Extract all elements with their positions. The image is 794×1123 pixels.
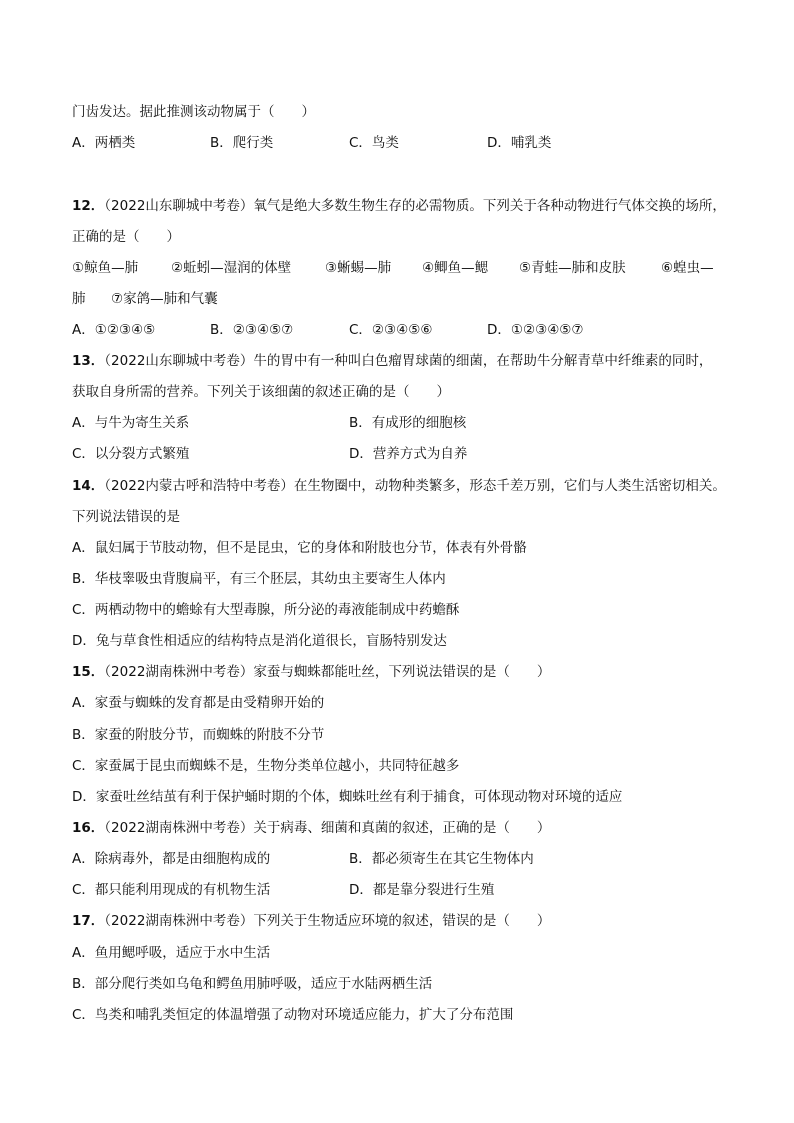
q11-continuation: 门齿发达。据此推测该动物属于（ ） bbox=[72, 104, 315, 120]
q14-option-b: B．华枝睾吸虫背腹扁平，有三个胚层，其幼虫主要寄生人体内 bbox=[72, 571, 446, 587]
q12-option-c: C．②③④⑤⑥ bbox=[349, 322, 433, 338]
q16-stem-text: （2022湖南株洲中考卷）关于病毒、细菌和真菌的叙述，正确的是（ ） bbox=[104, 820, 551, 836]
q12-item-3: ③蜥蜴—肺 bbox=[325, 260, 392, 276]
q16-stem bbox=[72, 818, 550, 838]
q15-number: 15． bbox=[72, 664, 105, 680]
q12-number: 12． bbox=[72, 198, 105, 214]
q13-option-a: A．与牛为寄生关系 bbox=[72, 415, 190, 431]
q12-item-7: ⑦家鸽—肺和气囊 bbox=[111, 291, 218, 307]
q12-item-5: ⑤青蛙—肺和皮肤 bbox=[519, 260, 626, 276]
q13-option-c: C．以分裂方式繁殖 bbox=[72, 446, 190, 462]
q14-option-a: A．鼠妇属于节肢动物，但不是昆虫，它的身体和附肢也分节，体表有外骨骼 bbox=[72, 540, 527, 556]
q11-option-d: D．哺乳类 bbox=[487, 135, 552, 151]
q17-option-c: C．鸟类和哺乳类恒定的体温增强了动物对环境适应能力，扩大了分布范围 bbox=[72, 1007, 514, 1023]
q12-option-b: B．②③④⑤⑦ bbox=[210, 322, 294, 338]
q17-option-a: A．鱼用鳃呼吸，适应于水中生活 bbox=[72, 945, 271, 961]
q12-stem-line2: 正确的是（ ） bbox=[72, 229, 180, 245]
q17-option-b: B．部分爬行类如乌龟和鳄鱼用肺呼吸，适应于水陆两栖生活 bbox=[72, 976, 433, 992]
q12-stem-text: （2022山东聊城中考卷）氧气是绝大多数生物生存的必需物质。下列关于各种动物进行气体交换的场所， bbox=[104, 198, 726, 214]
q12-item-6-cont: 肺 bbox=[72, 291, 86, 307]
q17-number: 17． bbox=[72, 913, 105, 929]
q16-option-b: B．都必须寄生在其它生物体内 bbox=[349, 851, 534, 867]
q14-option-c: C．两栖动物中的蟾蜍有大型毒腺，所分泌的毒液能制成中药蟾酥 bbox=[72, 602, 460, 618]
q12-item-6: ⑥蝗虫— bbox=[661, 260, 714, 276]
q12-stem-line1 bbox=[72, 196, 726, 216]
q12-item-4: ④鲫鱼—鳃 bbox=[422, 260, 489, 276]
q11-option-b: B．爬行类 bbox=[210, 135, 274, 151]
q14-stem-line2: 下列说法错误的是 bbox=[72, 509, 180, 525]
q16-number: 16． bbox=[72, 820, 105, 836]
q13-option-d: D．营养方式为自养 bbox=[349, 446, 468, 462]
q13-stem-line1 bbox=[72, 351, 712, 371]
q13-option-b: B．有成形的细胞核 bbox=[349, 415, 467, 431]
q15-stem bbox=[72, 662, 550, 682]
q17-stem-text: （2022湖南株洲中考卷）下列关于生物适应环境的叙述，错误的是（ ） bbox=[104, 913, 551, 929]
q15-option-a: A．家蚕与蜘蛛的发育都是由受精卵开始的 bbox=[72, 695, 325, 711]
q15-option-c: C．家蚕属于昆虫而蜘蛛不是，生物分类单位越小，共同特征越多 bbox=[72, 758, 460, 774]
q12-item-2: ②蚯蚓—湿润的体壁 bbox=[171, 260, 292, 276]
q14-number: 14． bbox=[72, 478, 105, 494]
q14-option-d: D．兔与草食性相适应的结构特点是消化道很长，盲肠特别发达 bbox=[72, 633, 447, 649]
q12-option-d: D．①②③④⑤⑦ bbox=[487, 322, 584, 338]
q16-option-a: A．除病毒外，都是由细胞构成的 bbox=[72, 851, 271, 867]
q15-option-d: D．家蚕吐丝结茧有利于保护蛹时期的个体，蜘蛛吐丝有利于捕食，可体现动物对环境的适应 bbox=[72, 789, 623, 805]
q17-stem bbox=[72, 911, 550, 931]
q14-stem-line1 bbox=[72, 476, 726, 496]
q16-option-d: D．都是靠分裂进行生殖 bbox=[349, 882, 495, 898]
q12-item-1: ①鲸鱼—肺 bbox=[72, 260, 139, 276]
q15-option-b: B．家蚕的附肢分节，而蜘蛛的附肢不分节 bbox=[72, 727, 325, 743]
q13-number: 13． bbox=[72, 353, 105, 369]
q14-stem-text: （2022内蒙古呼和浩特中考卷）在生物圈中，动物种类繁多，形态千差万别，它们与人类生活密切相关。 bbox=[104, 478, 726, 494]
q12-option-a: A．①②③④⑤ bbox=[72, 322, 156, 338]
q13-stem-text: （2022山东聊城中考卷）牛的胃中有一种叫白色瘤胃球菌的细菌，在帮助牛分解青草中纤维素的同时， bbox=[104, 353, 713, 369]
q11-option-c: C．鸟类 bbox=[349, 135, 399, 151]
q15-stem-text: （2022湖南株洲中考卷）家蚕与蜘蛛都能吐丝，下列说法错误的是（ ） bbox=[104, 664, 551, 680]
q11-option-a: A．两栖类 bbox=[72, 135, 136, 151]
q13-stem-line2: 获取自身所需的营养。下列关于该细菌的叙述正确的是（ ） bbox=[72, 384, 450, 400]
q16-option-c: C．都只能利用现成的有机物生活 bbox=[72, 882, 271, 898]
